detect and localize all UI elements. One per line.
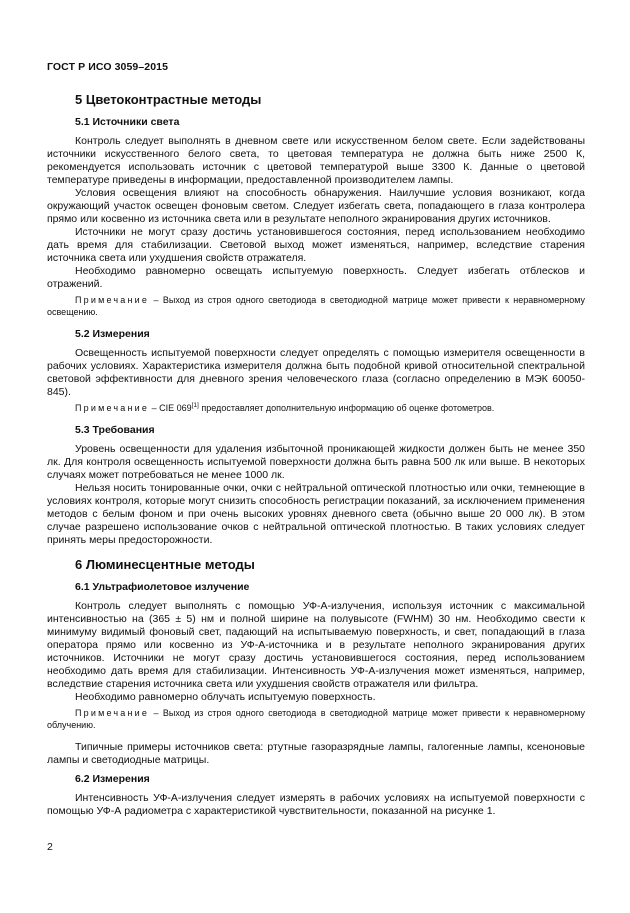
section-5-3-heading: 5.3 Требования (75, 424, 155, 436)
note-text-continued: предоставляет дополнительную информацию об оценке фотометров. (198, 403, 495, 413)
section-6-1-heading: 6.1 Ультрафиолетовое излучение (75, 581, 250, 593)
document-body (47, 92, 585, 818)
section-5-1-heading: 5.1 Источники света (75, 116, 180, 128)
note-text: – CIE 069 (151, 403, 192, 413)
paragraph: Уровень освещенности для удаления избыточной проникающей жидкости должен быть не менее 350 лк. Для контроля освещенность испытуемой поверхности должна быть равна 500 лк или выше. В некоторых случаях может потребоваться не менее 1000 лк. (47, 443, 585, 481)
paragraph: Типичные примеры источников света: ртутные газоразрядные лампы, галогенные лампы, ксеноновые лампы и светодиодные матрицы. (47, 741, 585, 766)
paragraph: Интенсивность УФ-А-излучения следует измерять в рабочих условиях на испытуемой поверхности с помощью УФ-А радиометра с характеристикой чувствительности, показанной на рисунке 1. (47, 792, 585, 817)
document-header: ГОСТ Р ИСО 3059–2015 (47, 61, 169, 73)
paragraph: Контроль следует выполнять в дневном свете или искусственном белом свете. Если задействованы источники искусственного белого света, то цветовая температура не должна быть ниже 2500 К, рекомендуется использовать источник с цветовой температурой выше 3300 К. Данные о цветовой температуре приведены в информации, предоставленной производителем лампы. (47, 135, 585, 186)
paragraph: Освещенность испытуемой поверхности следует определять с помощью измерителя освещенности в рабочих условиях. Характеристика измерителя должна быть подобной кривой относительной спектральной световой эффективности для дневного зрения человеческого глаза (согласно определению в МЭК 60050-845). (47, 347, 585, 398)
note-label: Примечание (75, 403, 150, 413)
note-label: Примечание (75, 708, 150, 718)
note (47, 294, 585, 318)
paragraph: Контроль следует выполнять с помощью УФ-А-излучения, используя источник с максимальной интенсивностью на (365 ± 5) нм и полной ширине на полувысоте (FWHM) 30 нм. Необходимо свести к минимуму видимый фоновый свет, падающий на испытываемую поверхность, и свет, попадающий в глаза оператора прямо или косвенно из УФ-А-источника и в результате неполного экранирования других источников. Источники не могут сразу достичь установившегося состояния, перед использованием необходимо дать время для стабилизации. Интенсивность УФ-А-излучения может изменяться, например, вследствие старения источника света или ухудшения свойств отражателя или фильтра. (47, 600, 585, 690)
note-text: – Выход из строя одного светодиода в светодиодной матрице может привести к неравномерному облучению. (47, 708, 585, 730)
note-label: Примечание (75, 295, 150, 305)
section-5-heading: 5 Цветоконтрастные методы (75, 92, 262, 107)
reference-marker: [1] (191, 402, 199, 409)
page-number: 2 (47, 841, 53, 853)
section-5-2-heading: 5.2 Измерения (75, 328, 150, 340)
note (47, 402, 585, 414)
note (47, 707, 585, 731)
paragraph: Источники не могут сразу достичь установившегося состояния, перед использованием необходимо дать время для стабилизации. Световой выход может изменяться, например, вследствие старения источника света или ухудшения свойств отражателя. (47, 226, 585, 264)
note-text: – Выход из строя одного светодиода в светодиодной матрице может привести к неравномерному освещению. (47, 295, 585, 317)
paragraph: Необходимо равномерно освещать испытуемую поверхность. Следует избегать отблесков и отражений. (47, 265, 585, 290)
section-6-2-heading: 6.2 Измерения (75, 773, 150, 785)
paragraph: Нельзя носить тонированные очки, очки с нейтральной оптической плотностью или очки, темнеющие в условиях контроля, которые могут снизить способность регистрации показаний, за исключением применения методов с белым фоном и при очень высоких уровнях дневного света (обычно выше 20 000 лк). В этом случае разрешено использование очков с нейтральной оптической плотностью. В таких условиях следует принять меры предосторожности. (47, 482, 585, 546)
section-6-heading: 6 Люминесцентные методы (75, 557, 255, 572)
paragraph: Условия освещения влияют на способность обнаружения. Наилучшие условия возникают, когда окружающий участок освещен фоновым светом. Следует избегать света, попадающего в глаза контролера прямо или косвенно из источника света или в результате неполного экранирования других источников. (47, 187, 585, 225)
paragraph: Необходимо равномерно облучать испытуемую поверхность. (75, 691, 376, 703)
